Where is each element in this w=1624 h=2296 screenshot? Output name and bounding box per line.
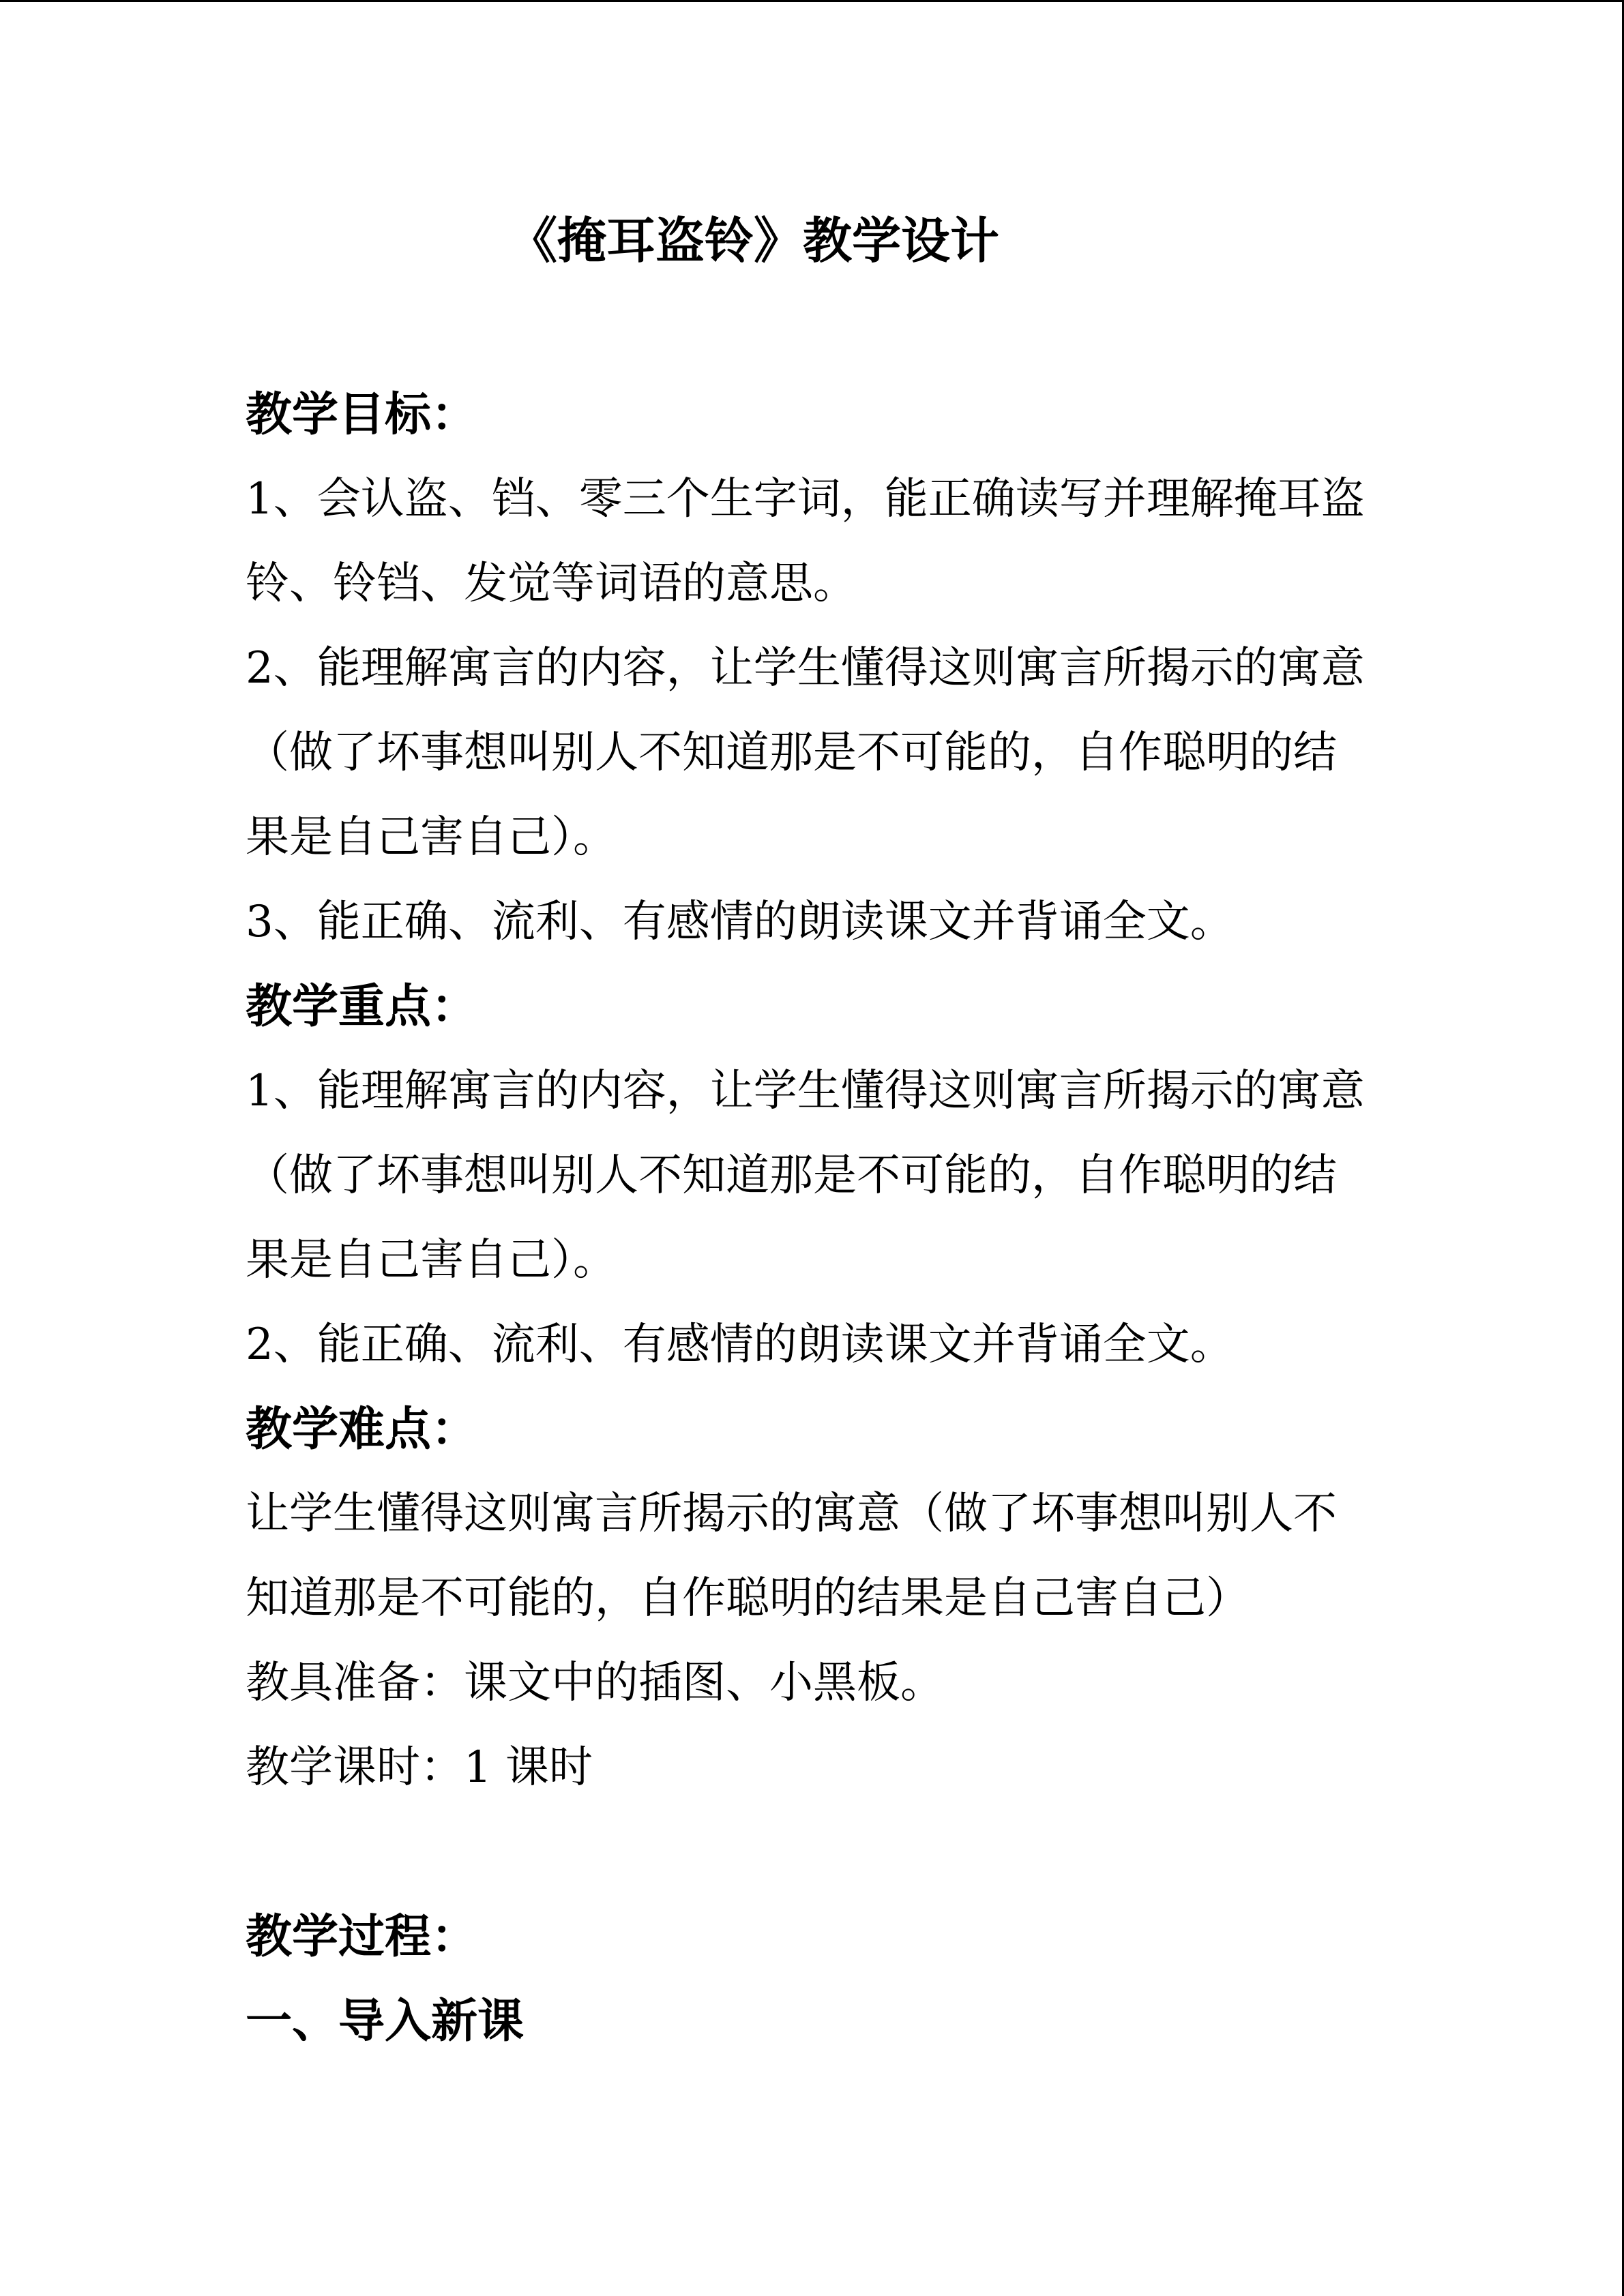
objectives-line: 2、能理解寓言的内容，让学生懂得这则寓言所揭示的寓意 xyxy=(246,643,1365,694)
document-body xyxy=(246,372,1371,2063)
periods-line: 教学课时：1 课时 xyxy=(246,1742,593,1793)
objectives-line: 铃、铃铛、发觉等词语的意思。 xyxy=(246,558,857,609)
key-points-line: 1、能理解寓言的内容，让学生懂得这则寓言所揭示的寓意 xyxy=(246,1066,1365,1116)
key-points-line: 2、能正确、流利、有感情的朗读课文并背诵全文。 xyxy=(246,1320,1234,1370)
objectives-heading: 教学目标： xyxy=(246,387,478,442)
difficulties-heading: 教学难点： xyxy=(246,1402,478,1457)
key-points-line: （做了坏事想叫别人不知道那是不可能的，自作聪明的结 xyxy=(246,1150,1337,1201)
key-points-line: 果是自己害自己）。 xyxy=(246,1235,617,1285)
objectives-line: 果是自己害自己）。 xyxy=(246,812,617,863)
objectives-line: （做了坏事想叫别人不知道那是不可能的，自作聪明的结 xyxy=(246,728,1337,778)
spacer xyxy=(246,1810,1371,1894)
objectives-line: 1、会认盗、铛、零三个生字词，能正确读写并理解掩耳盗 xyxy=(246,474,1365,524)
difficulties-line: 让学生懂得这则寓言所揭示的寓意（做了坏事想叫别人不 xyxy=(246,1489,1337,1539)
key-points-heading: 教学重点： xyxy=(246,979,478,1034)
objectives-line: 3、能正确、流利、有感情的朗读课文并背诵全文。 xyxy=(246,897,1234,947)
difficulties-line: 知道那是不可能的，自作聪明的结果是自己害自己） xyxy=(246,1573,1250,1624)
document-title: 《掩耳盗铃》教学设计 xyxy=(507,211,999,269)
process-heading: 教学过程： xyxy=(246,1909,478,1964)
process-section-1: 一、导入新课 xyxy=(246,1994,525,2048)
materials-line: 教具准备：课文中的插图、小黑板。 xyxy=(246,1658,944,1708)
